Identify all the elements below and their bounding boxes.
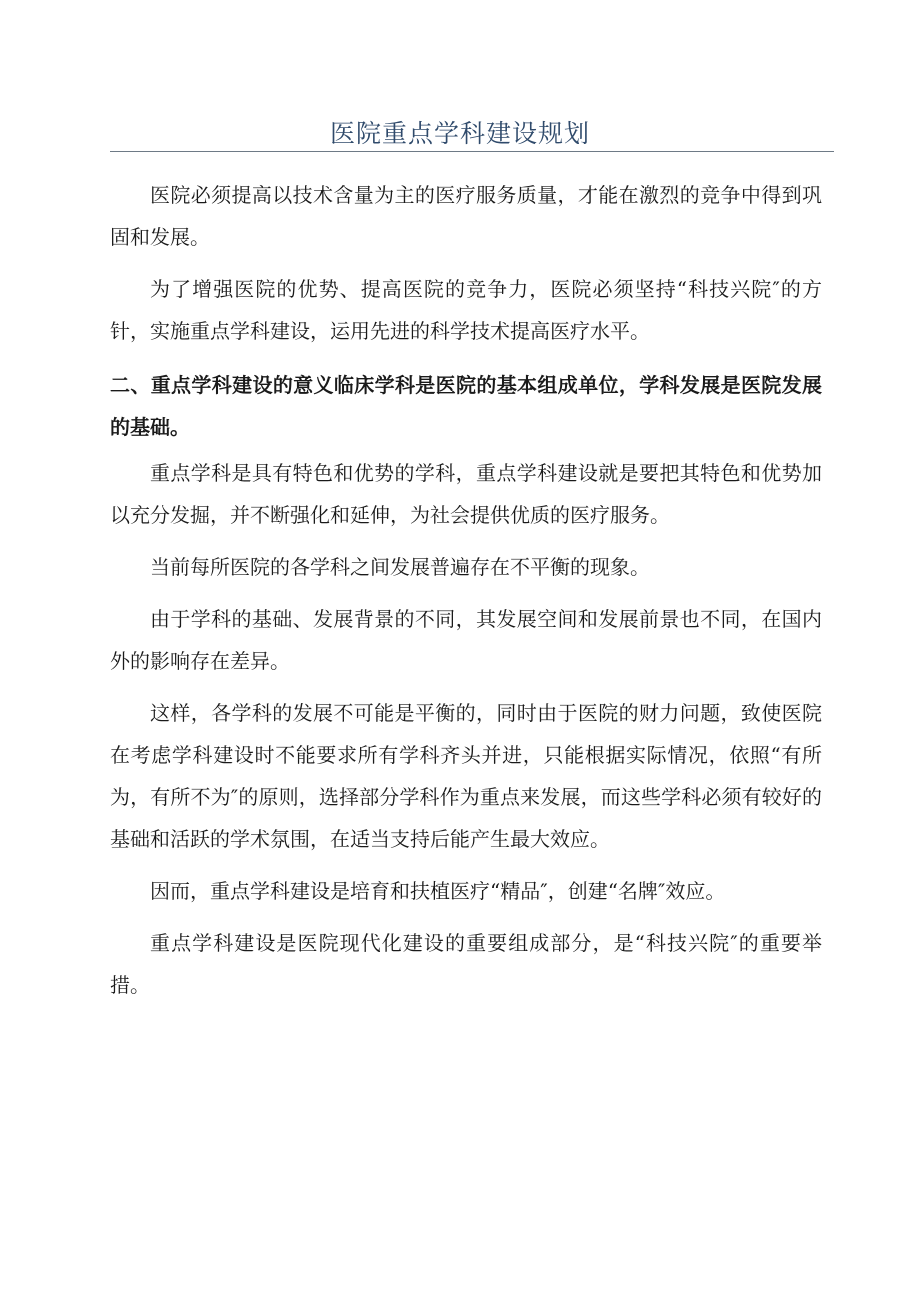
paragraph-3: 重点学科是具有特色和优势的学科，重点学科建设就是要把其特色和优势加以充分发掘，并不断强化和延伸，为社会提供优质的医疗服务。 bbox=[110, 461, 822, 527]
document-body bbox=[110, 174, 822, 1006]
paragraph-7: 因而，重点学科建设是培育和扶植医疗“精品″，创建“名牌″效应。 bbox=[150, 879, 726, 903]
paragraph-8: 重点学科建设是医院现代化建设的重要组成部分，是“科技兴院″的重要举措。 bbox=[110, 931, 822, 997]
paragraph-1: 医院必须提高以技术含量为主的医疗服务质量，才能在激烈的竞争中得到巩固和发展。 bbox=[110, 183, 822, 249]
paragraph-5: 由于学科的基础、发展背景的不同，其发展空间和发展前景也不同，在国内外的影响存在差异。 bbox=[110, 607, 822, 673]
paragraph-6: 这样，各学科的发展不可能是平衡的，同时由于医院的财力问题，致使医院在考虑学科建设时不能要求所有学科齐头并进，只能根据实际情况，依照“有所为，有所不为″的原则，选择部分学科作为重点来发展，而这些学科必须有较好的基础和活跃的学术氛围，在适当支持后能产生最大效应。 bbox=[110, 701, 822, 851]
paragraph-4: 当前每所医院的各学科之间发展普遍存在不平衡的现象。 bbox=[150, 555, 650, 579]
title-underline bbox=[110, 151, 834, 152]
paragraph-2: 为了增强医院的优势、提高医院的竞争力，医院必须坚持“科技兴院″的方针，实施重点学科建设，运用先进的科学技术提高医疗水平。 bbox=[110, 277, 822, 343]
document-title: 医院重点学科建设规划 bbox=[329, 119, 590, 148]
section-heading: 二、重点学科建设的意义临床学科是医院的基本组成单位，学科发展是医院发展的基础。 bbox=[110, 373, 822, 439]
